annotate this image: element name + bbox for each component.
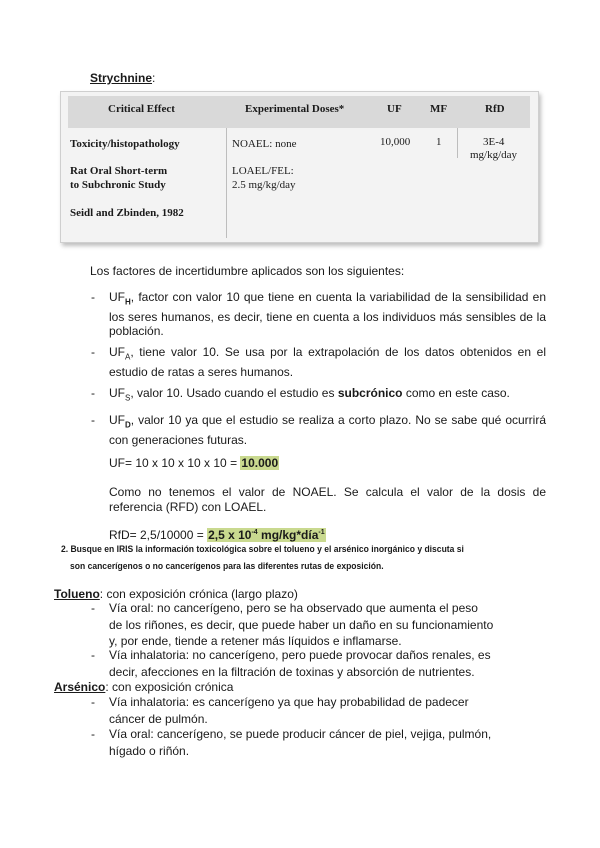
- text-line: Vía oral: cancerígeno, se puede producir cáncer de piel, vejiga, pulmón,: [109, 727, 492, 741]
- arsenico-subtitle: : con exposición crónica: [105, 680, 234, 694]
- noael-note: Como no tenemos el valor de NOAEL. Se calcula el valor de la dosis de referencia (RFD) con LOAEL.: [109, 485, 546, 514]
- factor-prefix: UF: [109, 290, 125, 304]
- tolueno-title: Tolueno: [54, 587, 100, 601]
- text-line: hígado o riñón.: [109, 743, 190, 758]
- list-dash: -: [91, 290, 95, 304]
- question-line: 2. Busque en IRIS la información toxicológica sobre el tolueno y el arsénico inorgánico y discuta si: [61, 544, 464, 555]
- list-dash: -: [91, 648, 95, 662]
- intro-text: Los factores de incertidumbre aplicados son los siguientes:: [90, 264, 405, 278]
- cell-reference: Seidl and Zbinden, 1982: [70, 207, 184, 219]
- factor-sub: A: [125, 352, 131, 362]
- text-line: decir, afecciones en la filtración de toxinas y absorción de nutrientes.: [109, 664, 475, 679]
- cell-loael-value: 2.5 mg/kg/day: [232, 179, 296, 191]
- list-dash: -: [91, 695, 95, 709]
- cell-rfd-unit: mg/kg/day: [470, 149, 518, 161]
- text-line: Vía inhalatoria: no cancerígeno, pero puede provocar daños renales, es: [109, 648, 491, 662]
- rfd-exp: -4: [251, 529, 258, 536]
- tolueno-inhalatoria: [109, 648, 549, 679]
- cell-study: to Subchronic Study: [70, 179, 166, 191]
- rfd-exp: -1: [318, 529, 325, 536]
- header-rfd: RfD: [485, 103, 505, 115]
- arsenico-heading: [54, 680, 233, 695]
- list-dash: -: [91, 601, 95, 615]
- factor-prefix: UF: [109, 413, 125, 427]
- rfd-calculation: [109, 526, 326, 543]
- uf-expression: UF= 10 x 10 x 10 x 10 =: [109, 456, 241, 470]
- factor-prefix: UF: [109, 345, 125, 359]
- factor-prefix: UF: [109, 386, 125, 400]
- cell-mf: 1: [436, 136, 442, 148]
- strychnine-heading: [90, 71, 155, 85]
- factor-uf-a: [109, 345, 546, 379]
- tolueno-heading: [54, 587, 298, 602]
- strychnine-colon: :: [152, 71, 156, 85]
- cell-effect: Toxicity/histopathology: [70, 138, 180, 150]
- tolueno-oral: [109, 601, 549, 649]
- text-line: Vía oral: no cancerígeno, pero se ha observado que aumenta el peso: [109, 601, 478, 615]
- cell-rfd: 3E-4: [483, 136, 505, 148]
- uf-calculation: [109, 456, 279, 471]
- factor-text: , valor 10 ya que el estudio se realiza a corto plazo. No se sabe qué ocurrirá con generaciones futuras.: [109, 413, 546, 447]
- cell-loael: LOAEL/FEL:: [232, 165, 294, 177]
- text-line: y, por ende, tiende a retener más líquidos e inflamarse.: [109, 634, 402, 648]
- factor-sub: S: [125, 393, 131, 403]
- arsenico-oral: [109, 727, 549, 758]
- factor-bold: subcrónico: [337, 386, 403, 400]
- rfd-expression: RfD= 2,5/10000 =: [109, 528, 208, 542]
- rfd-result: [207, 528, 326, 542]
- text-line: de los riñones, es decir, que puede haber un daño en su funcionamiento: [109, 617, 494, 632]
- factor-text: , factor con valor 10 que tiene en cuenta la variabilidad de la sensibilidad en los seres humanos, es decir, tiene en cuenta a los individuos más sensibles de la población.: [109, 290, 546, 339]
- header-uf: UF: [387, 103, 402, 115]
- header-mf: MF: [430, 103, 448, 115]
- text-line: Vía inhalatoria: es cancerígeno ya que hay probabilidad de padecer: [109, 695, 469, 709]
- factor-text: , valor 10. Usado cuando el estudio es: [130, 386, 338, 400]
- list-dash: -: [91, 413, 95, 427]
- cell-study: Rat Oral Short-term: [70, 165, 168, 177]
- header-experimental-doses: Experimental Doses*: [245, 103, 345, 115]
- factor-uf-s: [109, 386, 546, 406]
- header-critical-effect: Critical Effect: [108, 103, 175, 115]
- factor-text: como en este caso.: [402, 386, 510, 400]
- arsenico-inhalatoria: [109, 695, 549, 726]
- cell-uf: 10,000: [380, 136, 411, 148]
- uf-result: 10.000: [241, 456, 279, 470]
- factor-sub: H: [125, 297, 131, 307]
- list-dash: -: [91, 386, 95, 400]
- rfd-result-unit: mg/kg*día: [257, 528, 319, 542]
- text-line: cáncer de pulmón.: [109, 711, 208, 726]
- list-dash: -: [91, 345, 95, 359]
- factor-sub: D: [125, 420, 131, 430]
- factor-text: , tiene valor 10. Se usa por la extrapolación de los datos obtenidos en el estudio de ratas a seres humanos.: [109, 345, 546, 379]
- arsenico-title: Arsénico: [54, 680, 106, 694]
- factor-uf-d: [109, 413, 546, 447]
- strychnine-title: Strychnine: [90, 71, 153, 85]
- tolueno-subtitle: : con exposición crónica (largo plazo): [99, 587, 298, 601]
- table-divider: [226, 128, 227, 238]
- table-divider: [457, 128, 458, 158]
- factor-uf-h: [109, 290, 546, 339]
- rfd-result-base: 2,5 x 10: [208, 528, 252, 542]
- cell-noael: NOAEL: none: [232, 138, 297, 150]
- list-dash: -: [91, 727, 95, 741]
- question-line: son cancerígenos o no cancerígenos para las diferentes rutas de exposición.: [70, 561, 384, 572]
